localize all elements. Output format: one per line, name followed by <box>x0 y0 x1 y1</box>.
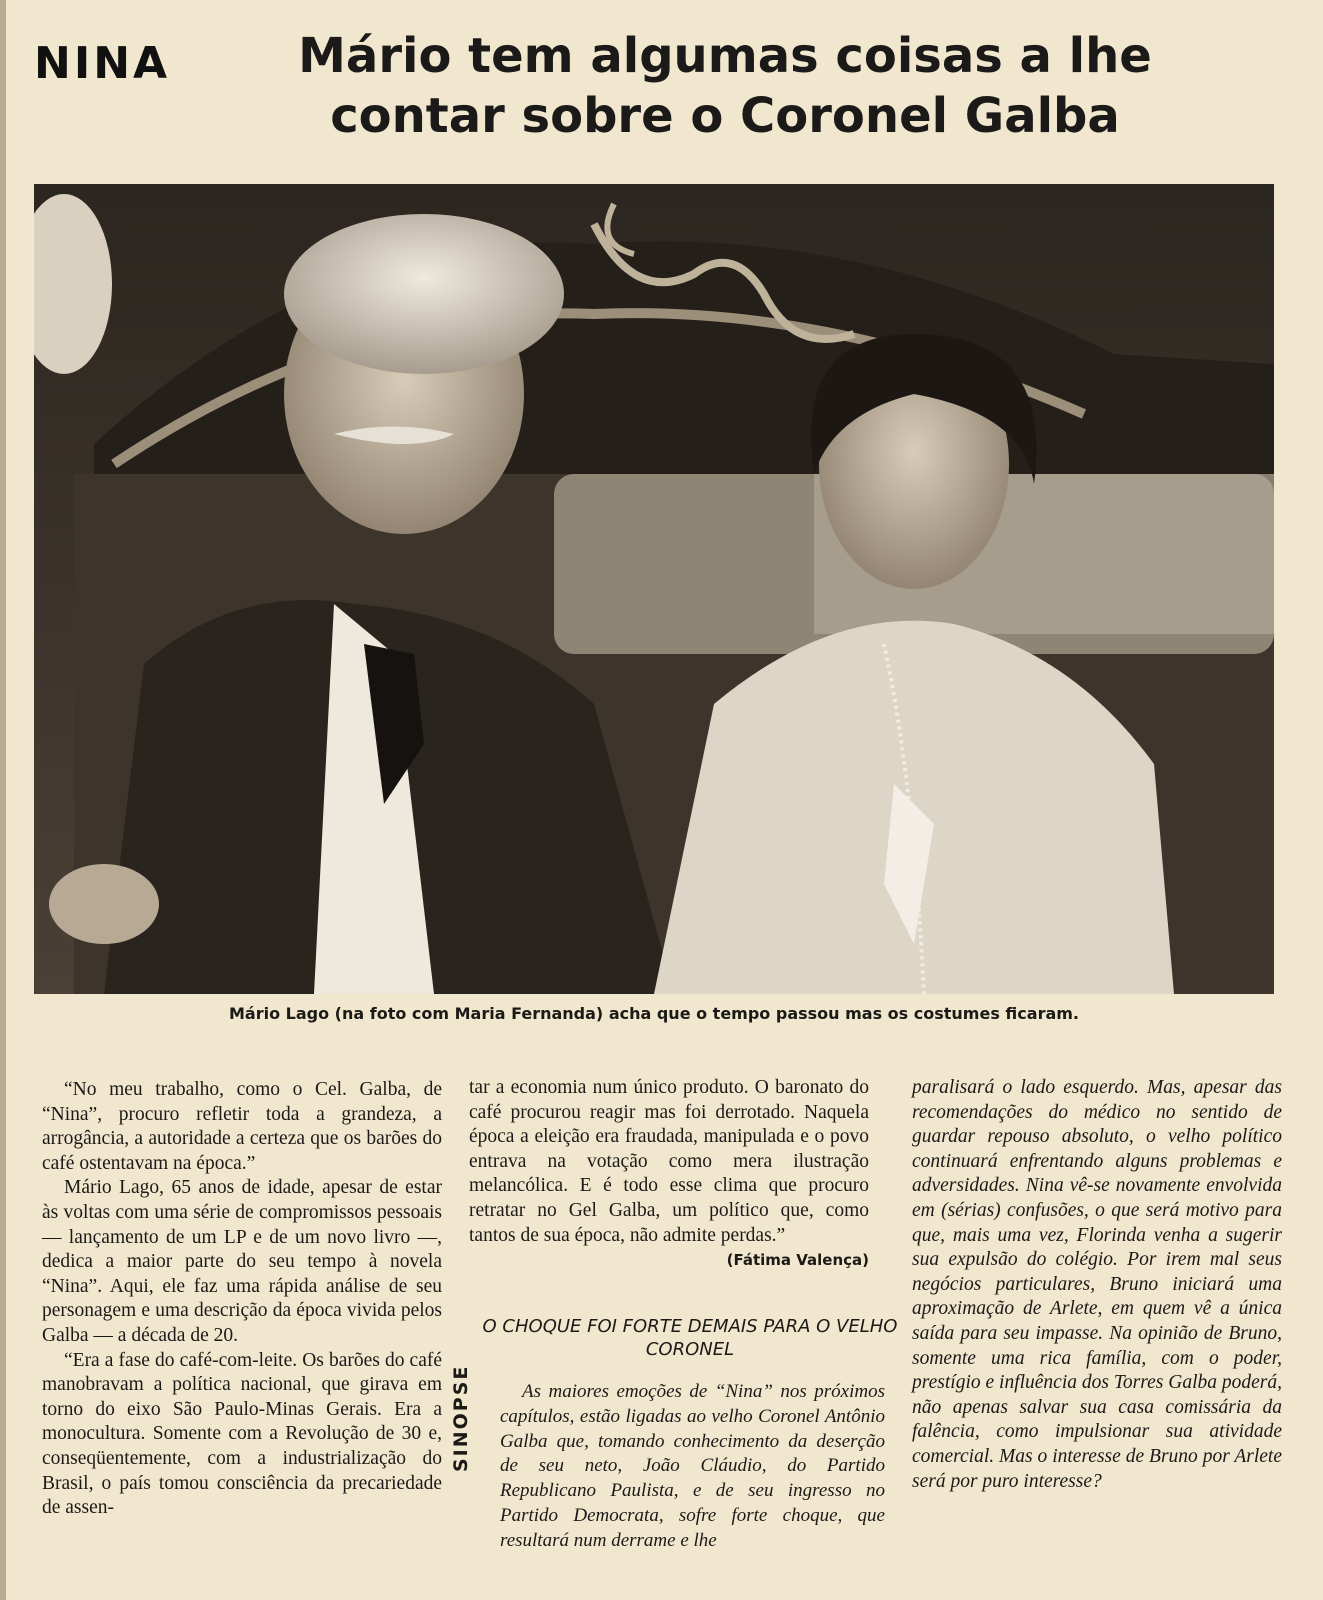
synopsis-column-3 <box>912 1076 1282 1494</box>
body-paragraph-continued: tar a economia num único produto. O baronato do café procurou reagir mas foi derrotado. Naquela época a eleição era fraudada, manipulada e o povo entrava na votação como mera ilustração melancólica. E é todo esse clima que procuro retratar no Gel Galba, um político que, como tantos de sua época, não admite perdas.” <box>469 1077 869 1246</box>
synopsis-label: SINOPSE <box>450 1364 472 1472</box>
article-column-2 <box>469 1076 869 1273</box>
headline: Mário tem algumas coisas a lhe contar sobre o Coronel Galba <box>298 28 1152 144</box>
synopsis-text-continued: paralisará o lado esquerdo. Mas, apesar das recomendações do médico no sentido de guardar repouso absoluto, o velho político continuará enfrentando alguns problemas e adversidades. Nina vê-se novamente envolvida em (sérias) confusões, o que será motivo para que, mais uma vez, Florinda venha a sugerir sua expulsão do colégio. Por irem mal seus negócios particulares, Bruno iniciará uma aproximação de Arlete, em quem vê a única saída para seu impasse. Na opinião de Bruno, somente uma rica família, com o poder, prestígio e influência dos Torres Galba poderá, não apenas salvar sua casa comissária da falência, como impulsionar sua atividade comercial. Mas o interesse de Bruno por Arlete será por puro interesse? <box>912 1077 1282 1492</box>
synopsis-title: O CHOQUE FOI FORTE DEMAIS PARA O VELHO CORONEL <box>482 1316 898 1360</box>
body-paragraph: Mário Lago, 65 anos de idade, apesar de estar às voltas com uma série de compromissos pessoais — lançamento de um LP e de um novo livro —, dedica a maior parte do seu tempo à novela “Nina”. Aqui, ele faz uma rápida análise de seu personagem e uma descrição da época vivida pelos Galba — a década de 20. <box>42 1177 442 1346</box>
author-credit: (Fátima Valença) <box>726 1251 869 1270</box>
synopsis-text: As maiores emoções de “Nina” nos próximos capítulos, estão ligadas ao velho Coronel Antônio Galba que, tomando conhecimento da deserção de seu neto, João Cláudio, do Partido Republicano Paulista, e de seu ingresso no Partido Democrata, sofre forte choque, que resultará num derrame e lhe <box>500 1381 885 1551</box>
article-column-1 <box>42 1078 442 1521</box>
photo-illustration <box>34 184 1274 994</box>
page-edge <box>0 0 6 1600</box>
body-paragraph: “No meu trabalho, como o Cel. Galba, de “Nina”, procuro refletir toda a grandeza, a arrogância, a autoridade a certeza que os barões do café ostentavam na época.” <box>42 1079 442 1174</box>
article-photo <box>34 184 1274 994</box>
brand-logo: NINA <box>34 38 171 89</box>
photo-caption: Mário Lago (na foto com Maria Fernanda) acha que o tempo passou mas os costumes ficaram. <box>229 1004 1079 1023</box>
body-paragraph: “Era a fase do café-com-leite. Os barões do café manobravam a política nacional, que girava em torno do eixo São Paulo-Minas Gerais. Era a monocultura. Somente com a Revolução de 30 e, conseqüentemente, com a industrialização do Brasil, o país tomou consciência da precariedade de assen- <box>42 1349 442 1519</box>
synopsis-column-2 <box>500 1380 885 1554</box>
